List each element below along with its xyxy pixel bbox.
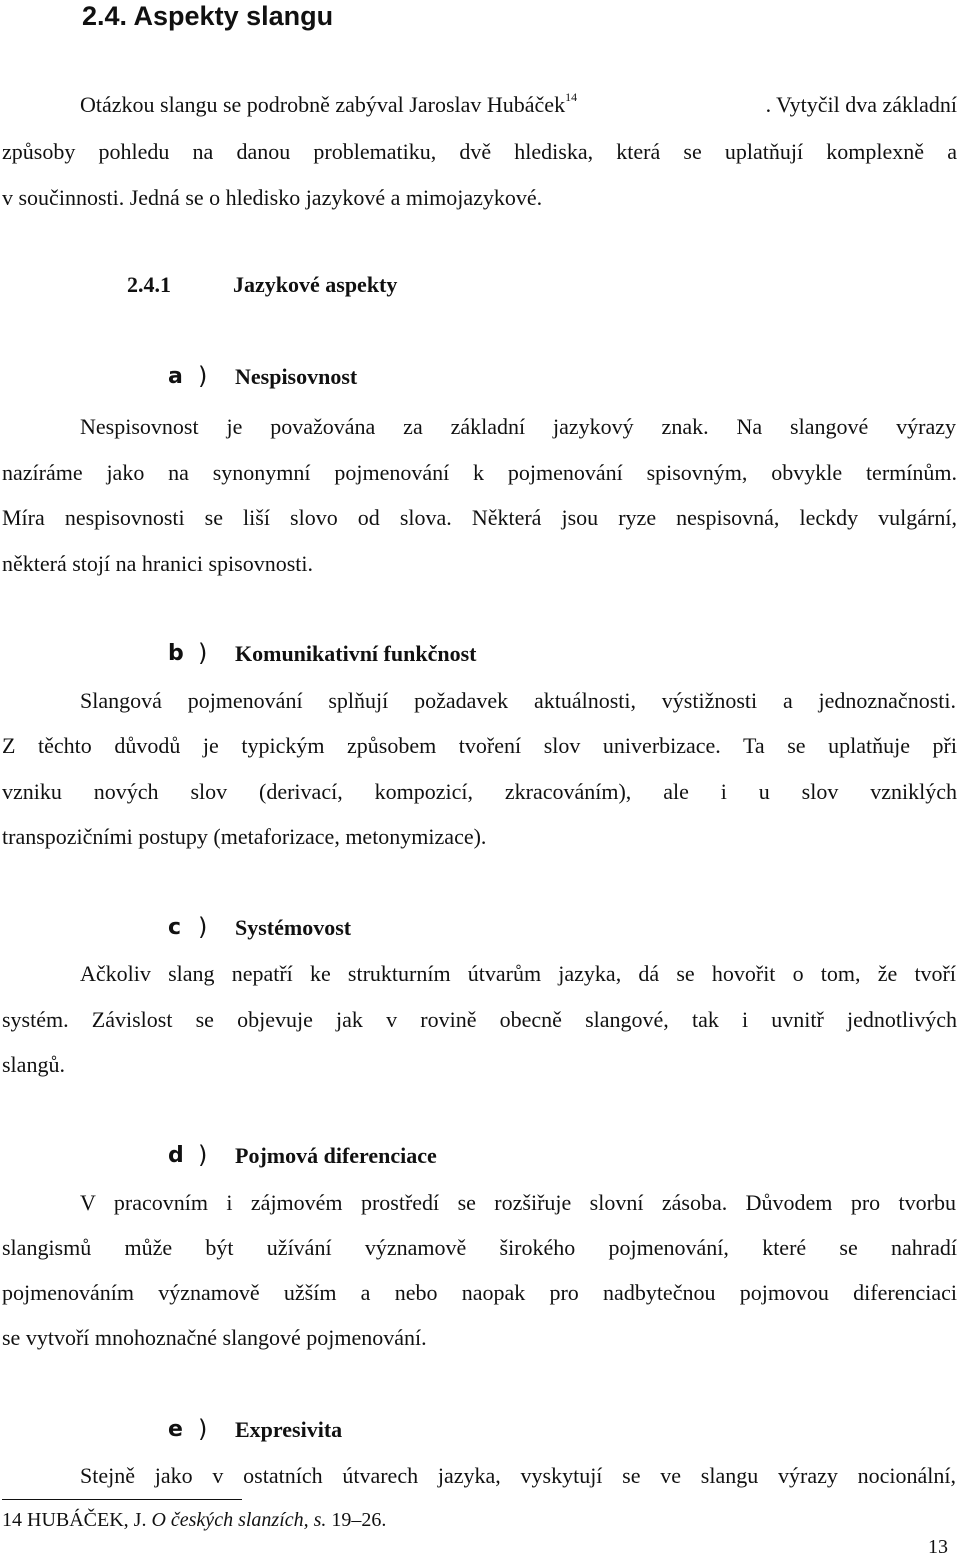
intro-line-1-text: Otázkou slangu se podrobně zabýval Jaroslav Hubáček	[80, 92, 566, 117]
item-a-line-1-wrap	[80, 414, 956, 440]
item-a-line-2-wrap	[2, 460, 957, 486]
item-c-line-1-wrap	[80, 961, 956, 987]
item-marker: c	[168, 915, 182, 940]
intro-line-1	[80, 92, 957, 122]
item-b-line-3-wrap	[2, 779, 957, 805]
intro-line-3-wrap	[2, 185, 957, 215]
subsection-title: Jazykové aspekty	[233, 272, 398, 297]
item-a-line-3: Míra nespisovnosti se liší slovo od slova. Některá jsou ryze nespisovná, leckdy vulgární,	[2, 505, 957, 530]
item-b-line-4-wrap	[2, 824, 957, 854]
item-paren: )	[198, 362, 208, 390]
item-d-line-1-wrap	[80, 1190, 956, 1216]
item-title: Nespisovnost	[235, 364, 358, 389]
item-d-line-2-wrap	[2, 1235, 957, 1261]
footnote-author: HUBÁČEK, J.	[27, 1509, 147, 1531]
item-b-line-2-wrap	[2, 733, 957, 759]
intro-line-1-end: . Vytyčil dva základní	[765, 92, 957, 117]
item-title: Pojmová diferenciace	[235, 1143, 437, 1168]
footnote-divider	[2, 1499, 242, 1500]
item-title: Komunikativní funkčnost	[235, 641, 477, 666]
item-c-line-2: systém. Závislost se objevuje jak v rovině obecně slangové, tak i uvnitř jednotlivých	[2, 1007, 957, 1032]
item-b-line-4: transpozičními postupy (metaforizace, metonymizace).	[2, 824, 487, 849]
item-paren: )	[198, 1141, 208, 1169]
item-d-line-4-wrap	[2, 1325, 957, 1355]
footnote-title: O českých slanzích, s.	[151, 1509, 327, 1531]
item-e-line-1: Stejně jako v ostatních útvarech jazyka, vyskytují se ve slangu výrazy nocionální,	[80, 1463, 956, 1488]
subsection-number: 2.4.1	[127, 272, 171, 297]
intro-line-2-wrap	[2, 139, 957, 165]
intro-paragraph	[2, 92, 957, 122]
item-b-line-2: Z těchto důvodů je typickým způsobem tvoření slov univerbizace. Ta se uplatňuje při	[2, 733, 957, 758]
subsection-heading	[127, 272, 397, 298]
item-d-line-4: se vytvoří mnohoznačné slangové pojmenování.	[2, 1325, 427, 1350]
item-marker: a	[168, 364, 183, 389]
item-d-line-1: V pracovním i zájmovém prostředí se rozšiřuje slovní zásoba. Důvodem pro tvorbu	[80, 1190, 956, 1215]
footnote	[2, 1509, 386, 1532]
item-a-line-2: nazíráme jako na synonymní pojmenování k pojmenování spisovným, obvykle termínům.	[2, 460, 957, 485]
item-c-line-3-wrap	[2, 1052, 957, 1082]
item-marker: d	[168, 1143, 184, 1168]
item-title: Expresivita	[235, 1417, 343, 1442]
intro-line-2: způsoby pohledu na danou problematiku, dvě hlediska, která se uplatňují komplexně a	[2, 139, 957, 164]
footnote-ref: 14	[565, 90, 578, 104]
item-e-line-1-wrap	[80, 1463, 956, 1489]
section-heading: 2.4. Aspekty slangu	[82, 1, 334, 31]
footnote-pages: 19–26.	[331, 1509, 387, 1531]
item-paren: )	[198, 913, 208, 941]
item-b-line-1: Slangová pojmenování splňují požadavek aktuálnosti, výstižnosti a jednoznačnosti.	[80, 688, 956, 713]
item-marker: b	[168, 641, 184, 666]
item-paren: )	[198, 639, 208, 667]
item-title: Systémovost	[235, 915, 352, 940]
intro-line-3: v součinnosti. Jedná se o hledisko jazykové a mimojazykové.	[2, 185, 543, 210]
item-a-line-1: Nespisovnost je považována za základní jazykový znak. Na slangové výrazy	[80, 414, 956, 439]
item-c-line-2-wrap	[2, 1007, 957, 1033]
item-d-line-3: pojmenováním významově užším a nebo naopak pro nadbytečnou pojmovou diferenciaci	[2, 1280, 957, 1305]
item-marker: e	[168, 1417, 183, 1442]
item-d-line-3-wrap	[2, 1280, 957, 1306]
page-number: 13	[928, 1536, 948, 1558]
item-a-line-4-wrap	[2, 551, 957, 581]
item-b-line-3: vzniku nových slov (derivací, kompozicí, zkracováním), ale i u slov vzniklých	[2, 779, 957, 804]
item-a-line-3-wrap	[2, 505, 957, 531]
item-c-line-1: Ačkoliv slang nepatří ke strukturním útvarům jazyka, dá se hovořit o tom, že tvoří	[80, 961, 956, 986]
item-c-line-3: slangů.	[2, 1052, 65, 1077]
item-b-line-1-wrap	[80, 688, 956, 714]
item-a-line-4: některá stojí na hranici spisovnosti.	[2, 551, 313, 576]
footnote-number: 14	[2, 1509, 22, 1531]
item-paren: )	[198, 1415, 208, 1443]
item-d-line-2: slangismů může být užívání významově širokého pojmenování, které se nahradí	[2, 1235, 957, 1260]
